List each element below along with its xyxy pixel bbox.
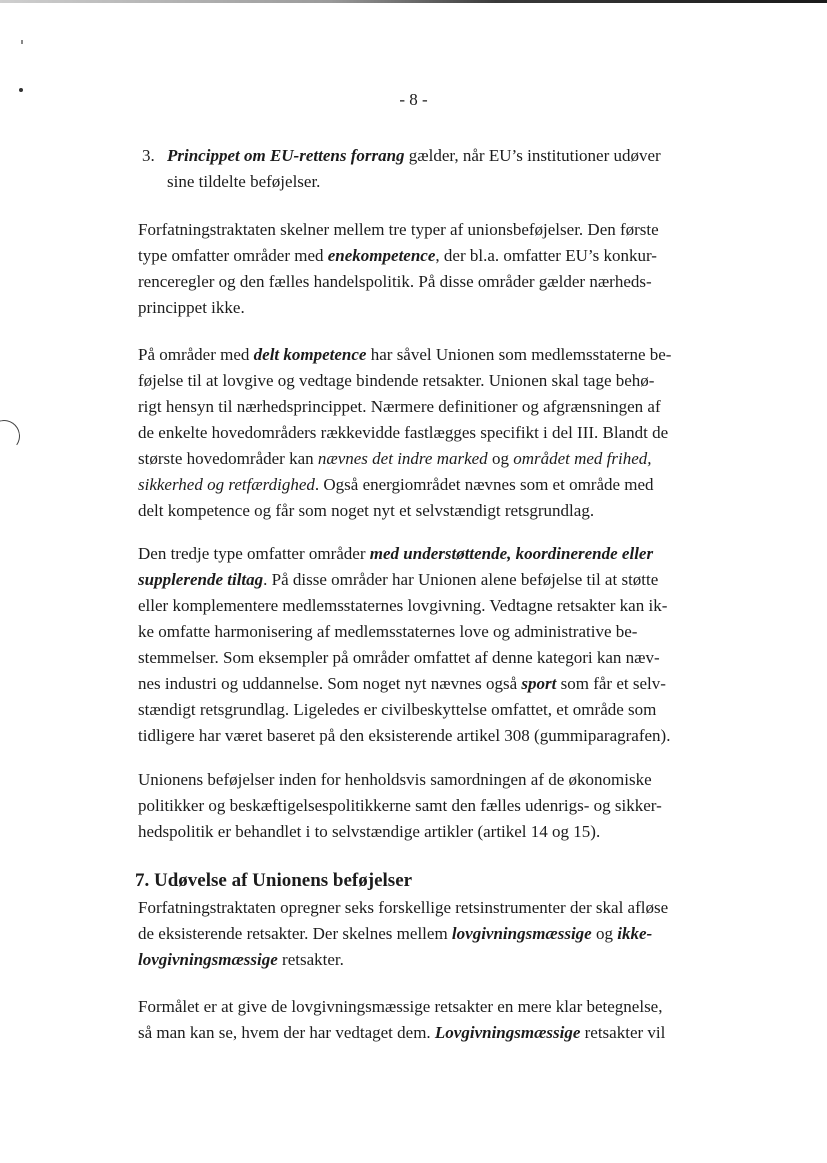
list-item-number: 3. [142,146,155,165]
section-heading: 7. Udøvelse af Unionens beføjelser [135,870,413,891]
paragraph-supporting-measures: Den tredje type omfatter områder med understøttende, koordinerende eller supplerende tiltag. På disse områder har Unionen alene beføjelse til at støtte eller komplementere medlemsstaternes lovgivning. Vedtagne retsakter kan ik- ke omfatte harmonisering af medlemsstaternes love og administrative be- stemmelser. Som eksempler på områder omfattet af denne kategori kan næv- nes industri og uddannelse. Som noget nyt nævnes også sport som får et selv- stændigt retsgrundlag. Ligeledes er civilbeskyttelse omfattet, et område som tidligere har været baseret på den eksisterende artikel 308 (gummiparagrafen). [138,544,671,745]
margin-punch-mark [0,417,23,454]
emphasis: ikke- [617,924,653,943]
emphasis: delt kompetence [253,345,367,364]
paragraph-purpose: Formålet er at give de lovgivningsmæssige retsakter en mere klar betegnelse, så man kan se, hvem der har vedtaget dem. Lovgivningsmæssige retsakter vil [138,997,666,1042]
list-item-3: 3. Princippet om EU-rettens forrang gælder, når EU’s institutioner udøver sine tildelte beføjelser. [142,143,732,195]
emphasis: lovgivningsmæssige [451,924,592,943]
emphasis: lovgivningsmæssige [138,950,278,969]
emphasis: med understøttende, koordinerende eller [369,544,654,563]
emphasis: Princippet om EU-rettens forrang [167,146,405,165]
emphasis: enekompetence [327,246,436,265]
emphasis: sport [521,674,557,693]
emphasis: Lovgivningsmæssige [434,1023,581,1042]
emphasis: supplerende tiltag [138,570,264,589]
top-scan-edge [0,0,827,3]
page-number: - 8 - [399,90,428,109]
paragraph-shared-competence: På områder med delt kompetence har såvel Unionen som medlemsstaterne be- føjelse til at lovgive og vedtage bindende retsakter. Unionen skal tage behø- rigt hensyn til nærhedsprincippet. Nærmere definitioner og afgrænsningen af de enkelte hovedområders rækkevidde fastlægges specifikt i del III. Blandt de største hovedområder kan nævnes det indre marked og området med frihed, sikkerhed og retfærdighed. Også energiområdet nævnes som et område med delt kompetence og får som noget nyt et selvstændigt retsgrundlag. [138,345,672,520]
paragraph-competence-types: Forfatningstraktaten skelner mellem tre typer af unionsbeføjelser. Den første type omfatter områder med enekompetence, der bl.a. omfatter EU’s konkur- renceregler og den fælles handelspolitik. På disse områder gælder nærheds- princippet ikke. [138,220,659,317]
paragraph-legal-instruments: Forfatningstraktaten opregner seks forskellige retsinstrumenter der skal afløse de eksisterende retsakter. Der skelnes mellem lovgivningsmæssige og ikke- lovgivningsmæssige retsakter. [138,898,669,969]
margin-tick [21,40,23,44]
paragraph-separate-articles: Unionens beføjelser inden for henholdsvis samordningen af de økonomiske politikker og beskæftigelsespolitikkerne samt den fælles udenrigs- og sikker- hedspolitik er behandlet i to selvstændige artikler (artikel 14 og 15). [138,770,662,841]
